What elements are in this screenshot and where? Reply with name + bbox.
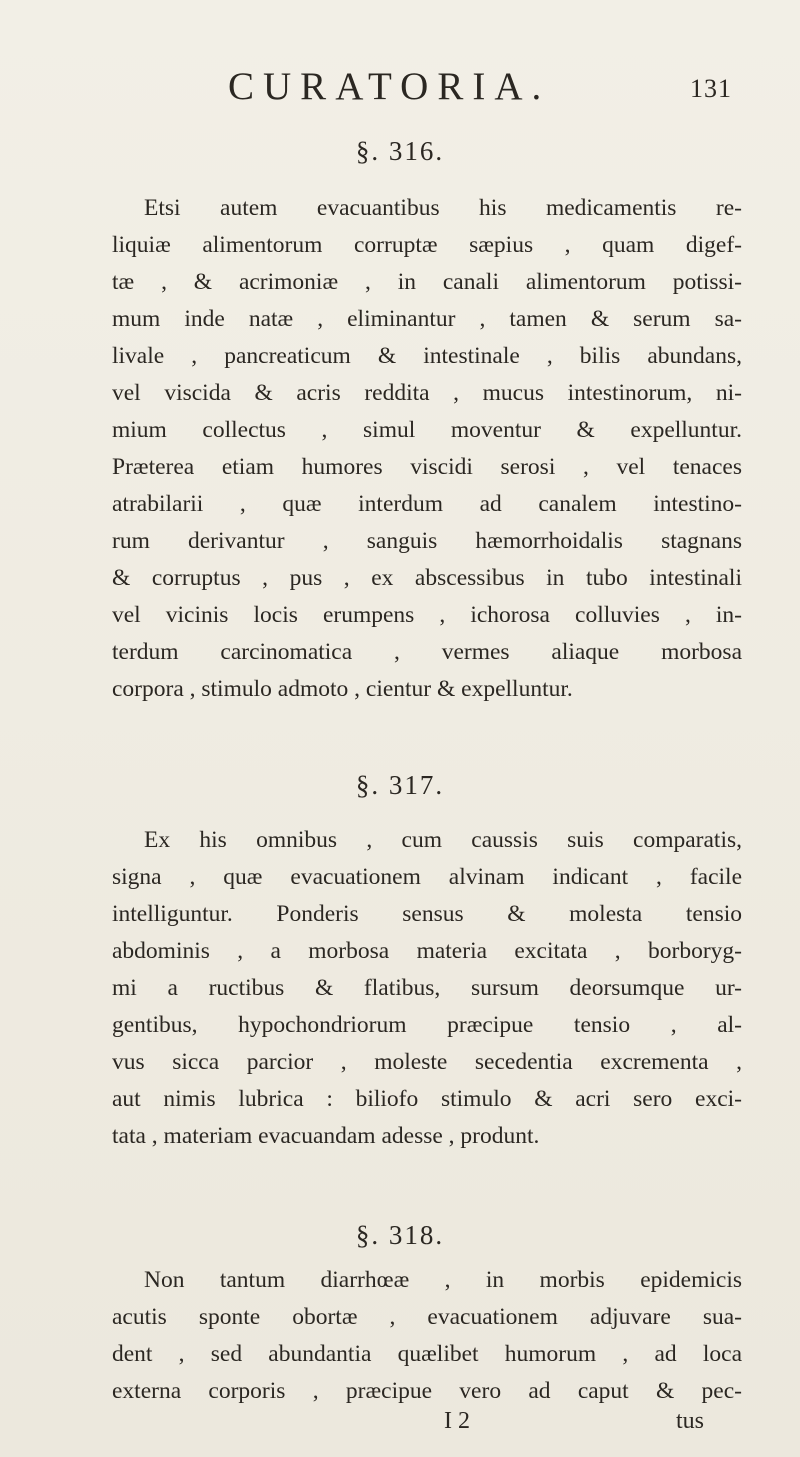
paragraph-318 — [112, 1262, 742, 1410]
text-line: dent , sed abundantia quælibet humorum , ad loca — [112, 1341, 742, 1367]
text-line: & corruptus , pus , ex abscessibus in tubo intestinali — [112, 565, 742, 591]
paragraph-317 — [112, 822, 742, 1155]
text-line: mum inde natæ , eliminantur , tamen & serum sa- — [112, 306, 742, 332]
paragraph-316 — [112, 190, 742, 708]
text-line: intelliguntur. Ponderis sensus & molesta tensio — [112, 901, 742, 927]
catchword: tus — [676, 1408, 705, 1434]
text-line: tæ , & acrimoniæ , in canali alimentorum potissi- — [112, 269, 742, 295]
text-line: vel viscida & acris reddita , mucus intestinorum, ni- — [112, 380, 742, 406]
running-head — [0, 64, 800, 108]
text-line: corpora , stimulo admoto , cientur & expelluntur. — [112, 676, 573, 702]
text-line: Etsi autem evacuantibus his medicamentis re- — [144, 195, 742, 221]
section-heading-317: §. 317. — [355, 770, 445, 800]
section-heading-316: §. 316. — [355, 136, 445, 166]
page-number: 131 — [690, 74, 732, 103]
text-line: mi a ructibus & flatibus, sursum deorsumque ur- — [112, 975, 742, 1001]
text-line: liquiæ alimentorum corruptæ sæpius , quam digef- — [112, 232, 742, 258]
text-line: mium collectus , simul moventur & expelluntur. — [112, 417, 742, 443]
section-heading-318: §. 318. — [355, 1220, 445, 1250]
text-line: acutis sponte obortæ , evacuationem adjuvare sua- — [112, 1304, 742, 1330]
text-line: abdominis , a morbosa materia excitata , borboryg- — [112, 938, 742, 964]
signature-mark: I 2 — [444, 1408, 470, 1434]
text-line: tata , materiam evacuandam adesse , produnt. — [112, 1123, 540, 1149]
text-line: Præterea etiam humores viscidi serosi , vel tenaces — [112, 454, 742, 480]
text-line: gentibus, hypochondriorum præcipue tensio , al- — [112, 1012, 742, 1038]
text-line: aut nimis lubrica : biliofo stimulo & acri sero exci- — [112, 1086, 742, 1112]
text-line: atrabilarii , quæ interdum ad canalem intestino- — [112, 491, 742, 517]
text-line: vus sicca parcior , moleste secedentia excrementa , — [112, 1049, 742, 1075]
page-footer — [0, 1408, 800, 1444]
running-head-title: CURATORIA. — [228, 65, 551, 108]
text-line: vel vicinis locis erumpens , ichorosa colluvies , in- — [112, 602, 742, 628]
text-line: Ex his omnibus , cum caussis suis comparatis, — [144, 827, 742, 853]
text-line: terdum carcinomatica , vermes aliaque morbosa — [112, 639, 742, 665]
text-line: externa corporis , præcipue vero ad caput & pec- — [112, 1378, 742, 1404]
text-line: signa , quæ evacuationem alvinam indicant , facile — [112, 864, 742, 890]
text-line: Non tantum diarrhœæ , in morbis epidemicis — [144, 1267, 742, 1293]
text-line: rum derivantur , sanguis hæmorrhoidalis stagnans — [112, 528, 742, 554]
text-line: livale , pancreaticum & intestinale , bilis abundans, — [112, 343, 742, 369]
